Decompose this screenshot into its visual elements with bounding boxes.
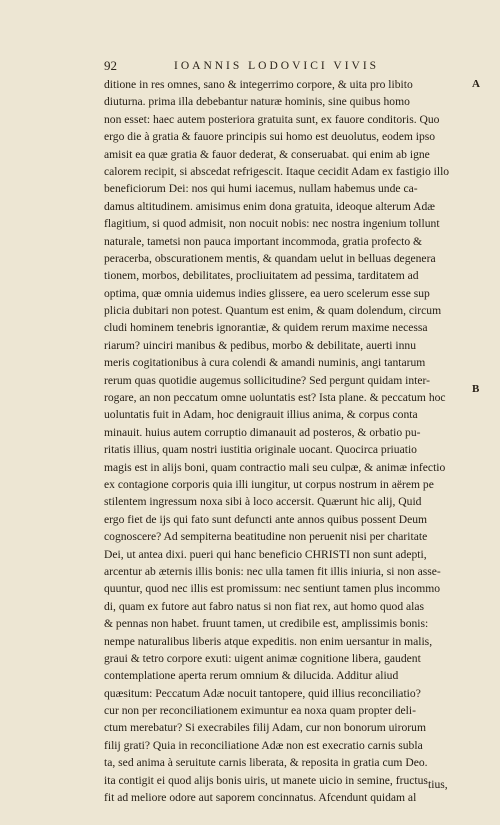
text-line: rerum quas quotidie augemus sollicitudine? Sed pergunt quidam inter- xyxy=(104,373,431,387)
page-number: 92 xyxy=(104,58,117,73)
text-line: magis est in alijs boni, quam contractio mali seu culpæ, & animæ infectio xyxy=(104,460,446,474)
text-line: quuntur, quod nec illis est promissum: nec sentiunt tamen plus incommo xyxy=(104,582,441,596)
text-line: arcentur ab æternis illis bonis: nec ulla tamen fit illis iniuria, si non asse- xyxy=(104,564,441,578)
text-line: ergo fiet de ijs qui fato sunt defuncti ante annos quibus possent Deum xyxy=(104,512,428,526)
text-line: di, quam ex futore aut fabro natus si non fiat rex, aut homo quod alas xyxy=(104,599,425,613)
text-line: riarum? uinciri manibus & pedibus, morbo & debilitate, auerti innu xyxy=(104,338,416,352)
text-line: quæsitum: Peccatum Adæ nocuit tantopere, quid illius reconciliatio? xyxy=(104,686,421,700)
text-line: stilentem ingressum noxa sibi à loco accersit. Quærunt hic alij, Quid xyxy=(104,495,422,509)
text-line: calorem recipit, si abscedat refrigescit. Itaque cecidit Adam ex fastigio illo xyxy=(104,164,450,178)
text-line: flagitium, si quod admisit, non nocuit nobis: nec nostra ingenium tollunt xyxy=(104,217,440,231)
page-header xyxy=(104,58,474,74)
text-line: & pennas non habet. fruunt tamen, ut credibile est, amplissimis bonis: xyxy=(104,617,429,631)
text-line: damus altitudinem. amisimus enim dona gratuita, ideoque alterum Adæ xyxy=(104,199,436,213)
text-line: diuturna. prima illa debebantur naturæ hominis, sine quibus homo xyxy=(104,95,410,109)
text-line: ritatis illius, quam nostri iustitia originale uocant. Quocirca priuatio xyxy=(104,443,417,457)
text-line: ita contigit ei quod alijs bonis uiris, ut manete uicio in semine, fructus xyxy=(104,773,428,787)
text-line: ctum merebatur? Si execrabiles filij Adam, cur non bonorum uirorum xyxy=(104,721,426,735)
text-line: nempe naturalibus liberis atque expeditis. non enim uersantur in malis, xyxy=(104,634,433,648)
text-line: optima, quæ omnia uidemus indies glissere, ea uero scelerum esse sup xyxy=(104,286,430,300)
text-line: cludi hominem tenebris ignorantiæ, & quidem rerum maxime necessa xyxy=(104,321,428,335)
text-line: ergo die à gratia & fauore principis sui homo est deuolutus, eodem ipso xyxy=(104,130,436,144)
text-line: tionem, morbos, debilitates, procliuitatem ad pessima, tarditatem ad xyxy=(104,269,419,283)
text-line: cognoscere? Ad sempiterna beatitudine non peruenit nisi per charitate xyxy=(104,530,428,544)
text-line: rogare, an non peccatum omne uoluntatis est? Ista plane. & peccatum hoc xyxy=(104,391,446,405)
text-line: minauit. huius autem corruptio dimanauit ad posteros, & orbatio pu- xyxy=(104,425,421,439)
text-line: non esset: haec autem posteriora gratuita sunt, ex fauore conditoris. Quo xyxy=(104,112,440,126)
text-line: beneficiorum Dei: nos qui humi iacemus, nullam habemus unde ca- xyxy=(104,182,418,196)
text-line: ex contagione corporis quia illi iungitur, ut corpus nostrum in aërem pe xyxy=(104,477,434,491)
margin-note-b: B xyxy=(472,383,480,395)
running-head: IOANNIS LODOVICI VIVIS xyxy=(174,60,380,72)
text-line: cur non per reconciliationem eximuntur ea noxa quam propter deli- xyxy=(104,704,416,718)
text-line: amisit ea quæ gratia & fauor dederat, & conseruabat. qui enim ab igne xyxy=(104,147,430,161)
text-line: contemplatione aperta rerum omnium & dilucida. Additur aliud xyxy=(104,669,399,683)
margin-note-a: A xyxy=(472,78,480,90)
text-line: meris cogitationibus à cura colendi & amandi numinis, angi tantarum xyxy=(104,356,426,370)
text-line: graui & tetro corpore exuti: uigent animæ cognitione libera, gaudent xyxy=(104,651,421,665)
text-line: Dei, ut antea dixi. pueri qui hanc beneficio CHRISTI non sunt adepti, xyxy=(104,547,427,561)
body-text xyxy=(104,76,459,806)
catchword: tius, xyxy=(428,778,448,791)
text-line: ditione in res omnes, sano & integerrimo corpore, & uita pro libito xyxy=(104,78,413,91)
text-line: peracerba, obscurationem mentis, & quandam uelut in belluas degenera xyxy=(104,251,436,265)
text-line: plicia dubitari non potest. Quantum est enim, & quam dolendum, circum xyxy=(104,304,442,318)
text-line: fit ad meliore odore aut saporem concinnatus. Afcendunt quidam al xyxy=(104,791,417,805)
text-line: uoluntatis fuit in Adam, hoc denigrauit illius anima, & corpus conta xyxy=(104,408,418,422)
text-line: naturale, tametsi non pauca important incommoda, gratia profecto & xyxy=(104,234,423,248)
text-line: filij grati? Quia in reconciliatione Adæ non est execratio carnis subla xyxy=(104,738,423,752)
text-line: ta, sed anima à seruitute carnis liberata, & reposita in gratia cum Deo. xyxy=(104,756,428,770)
